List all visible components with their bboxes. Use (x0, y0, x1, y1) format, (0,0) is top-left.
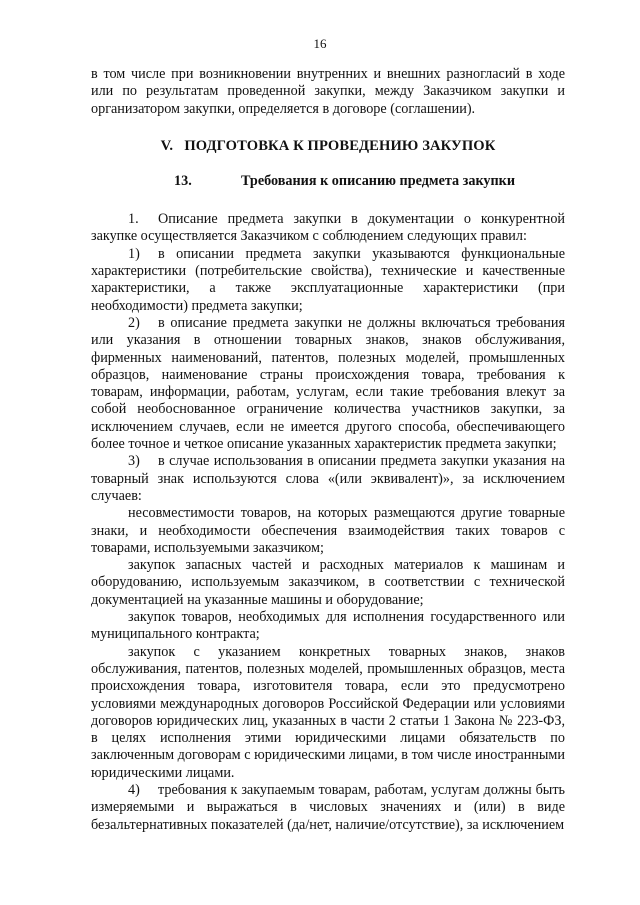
subsection-heading (91, 173, 565, 191)
paragraph-marker: 1) (128, 245, 140, 262)
document-body (91, 66, 565, 834)
paragraph-marker: 3) (128, 453, 140, 470)
section-heading (91, 138, 565, 155)
subsection-number: 13. (174, 173, 192, 190)
paragraph-subitem-3 (91, 453, 565, 505)
subsection-title: Требования к описанию предмета закупки (241, 173, 516, 190)
paragraph-marker: 2) (128, 314, 140, 331)
paragraph-subitem-1 (91, 246, 565, 315)
page-number: 16 (313, 36, 327, 51)
section-title: ПОДГОТОВКА К ПРОВЕДЕНИЮ ЗАКУПОК (184, 137, 496, 154)
exception-paragraph-1: несовместимости товаров, на которых размещаются другие товарные знаки, и необходимости обеспечения взаимодействия таких товаров с товарами, используемыми заказчиком; (91, 505, 565, 556)
paragraph-subitem-2 (91, 315, 565, 453)
exception-paragraph-4: закупок с указанием конкретных товарных знаков, знаков обслуживания, патентов, полезных моделей, промышленных образцов, места происхождения товара, изготовителя товара, если это предусмотрено условиями международных договоров Российской Федерации или условиями договоров юридических лиц, указанных в части 2 статьи 1 Закона № 223-ФЗ, в целях исполнения этими юридическими лицами обязательств по заключенным договорам с юридическими лицами, в том числе иностранными юридическими лицами. (91, 643, 565, 781)
paragraph-text: в описании предмета закупки указываются функциональные характеристики (потребительские свойства), технические и качественные характеристики, а также эксплуатационные характеристики (при необходимости) предмета закупки; (91, 245, 565, 314)
section-number: V. (160, 137, 174, 154)
exception-paragraph-3: закупок товаров, необходимых для исполнения государственного или муниципального контракта; (91, 609, 565, 643)
paragraph-subitem-4 (91, 782, 565, 834)
paragraph-marker: 1. (128, 211, 139, 228)
paragraph-text: требования к закупаемым товарам, работам, услугам должны быть измеряемыми и выражаться в числовых значениях и (или) в виде безальтернативных показателей (да/нет, наличие/отсутствие), за исключением (91, 781, 565, 833)
paragraph-text: в случае использования в описании предмета закупки указания на товарный знак используются слова «(или эквивалент)», за исключением случаев: (91, 453, 565, 504)
paragraph-text: Описание предмета закупки в документации о конкурентной закупке осуществляется Заказчиком с соблюдением следующих правил: (91, 211, 565, 245)
intro-paragraph: в том числе при возникновении внутренних и внешних разногласий в ходе или по результатам проведенной закупки, между Заказчиком закупки и организатором закупки, определяется в договоре (соглашении). (91, 66, 565, 117)
exception-paragraph-2: закупок запасных частей и расходных материалов к машинам и оборудованию, используемым заказчиком, в соответствии с технической документацией на указанные машины и оборудование; (91, 557, 565, 608)
paragraph-item-1 (91, 211, 565, 246)
paragraph-text: в описание предмета закупки не должны включаться требования или указания в отношении товарных знаков, знаков обслуживания, фирменных наименований, патентов, полезных моделей, промышленных образцов, наименование страны происхождения товара, требования к товарам, информации, работам, услугам, если такие требования влекут за собой необоснованное ограничение количества участников закупки, за исключением случаев, если не имеется другого способа, обеспечивающего более точное и четкое описание указанных характеристик предмета закупки; (91, 314, 565, 453)
paragraph-marker: 4) (128, 781, 140, 798)
